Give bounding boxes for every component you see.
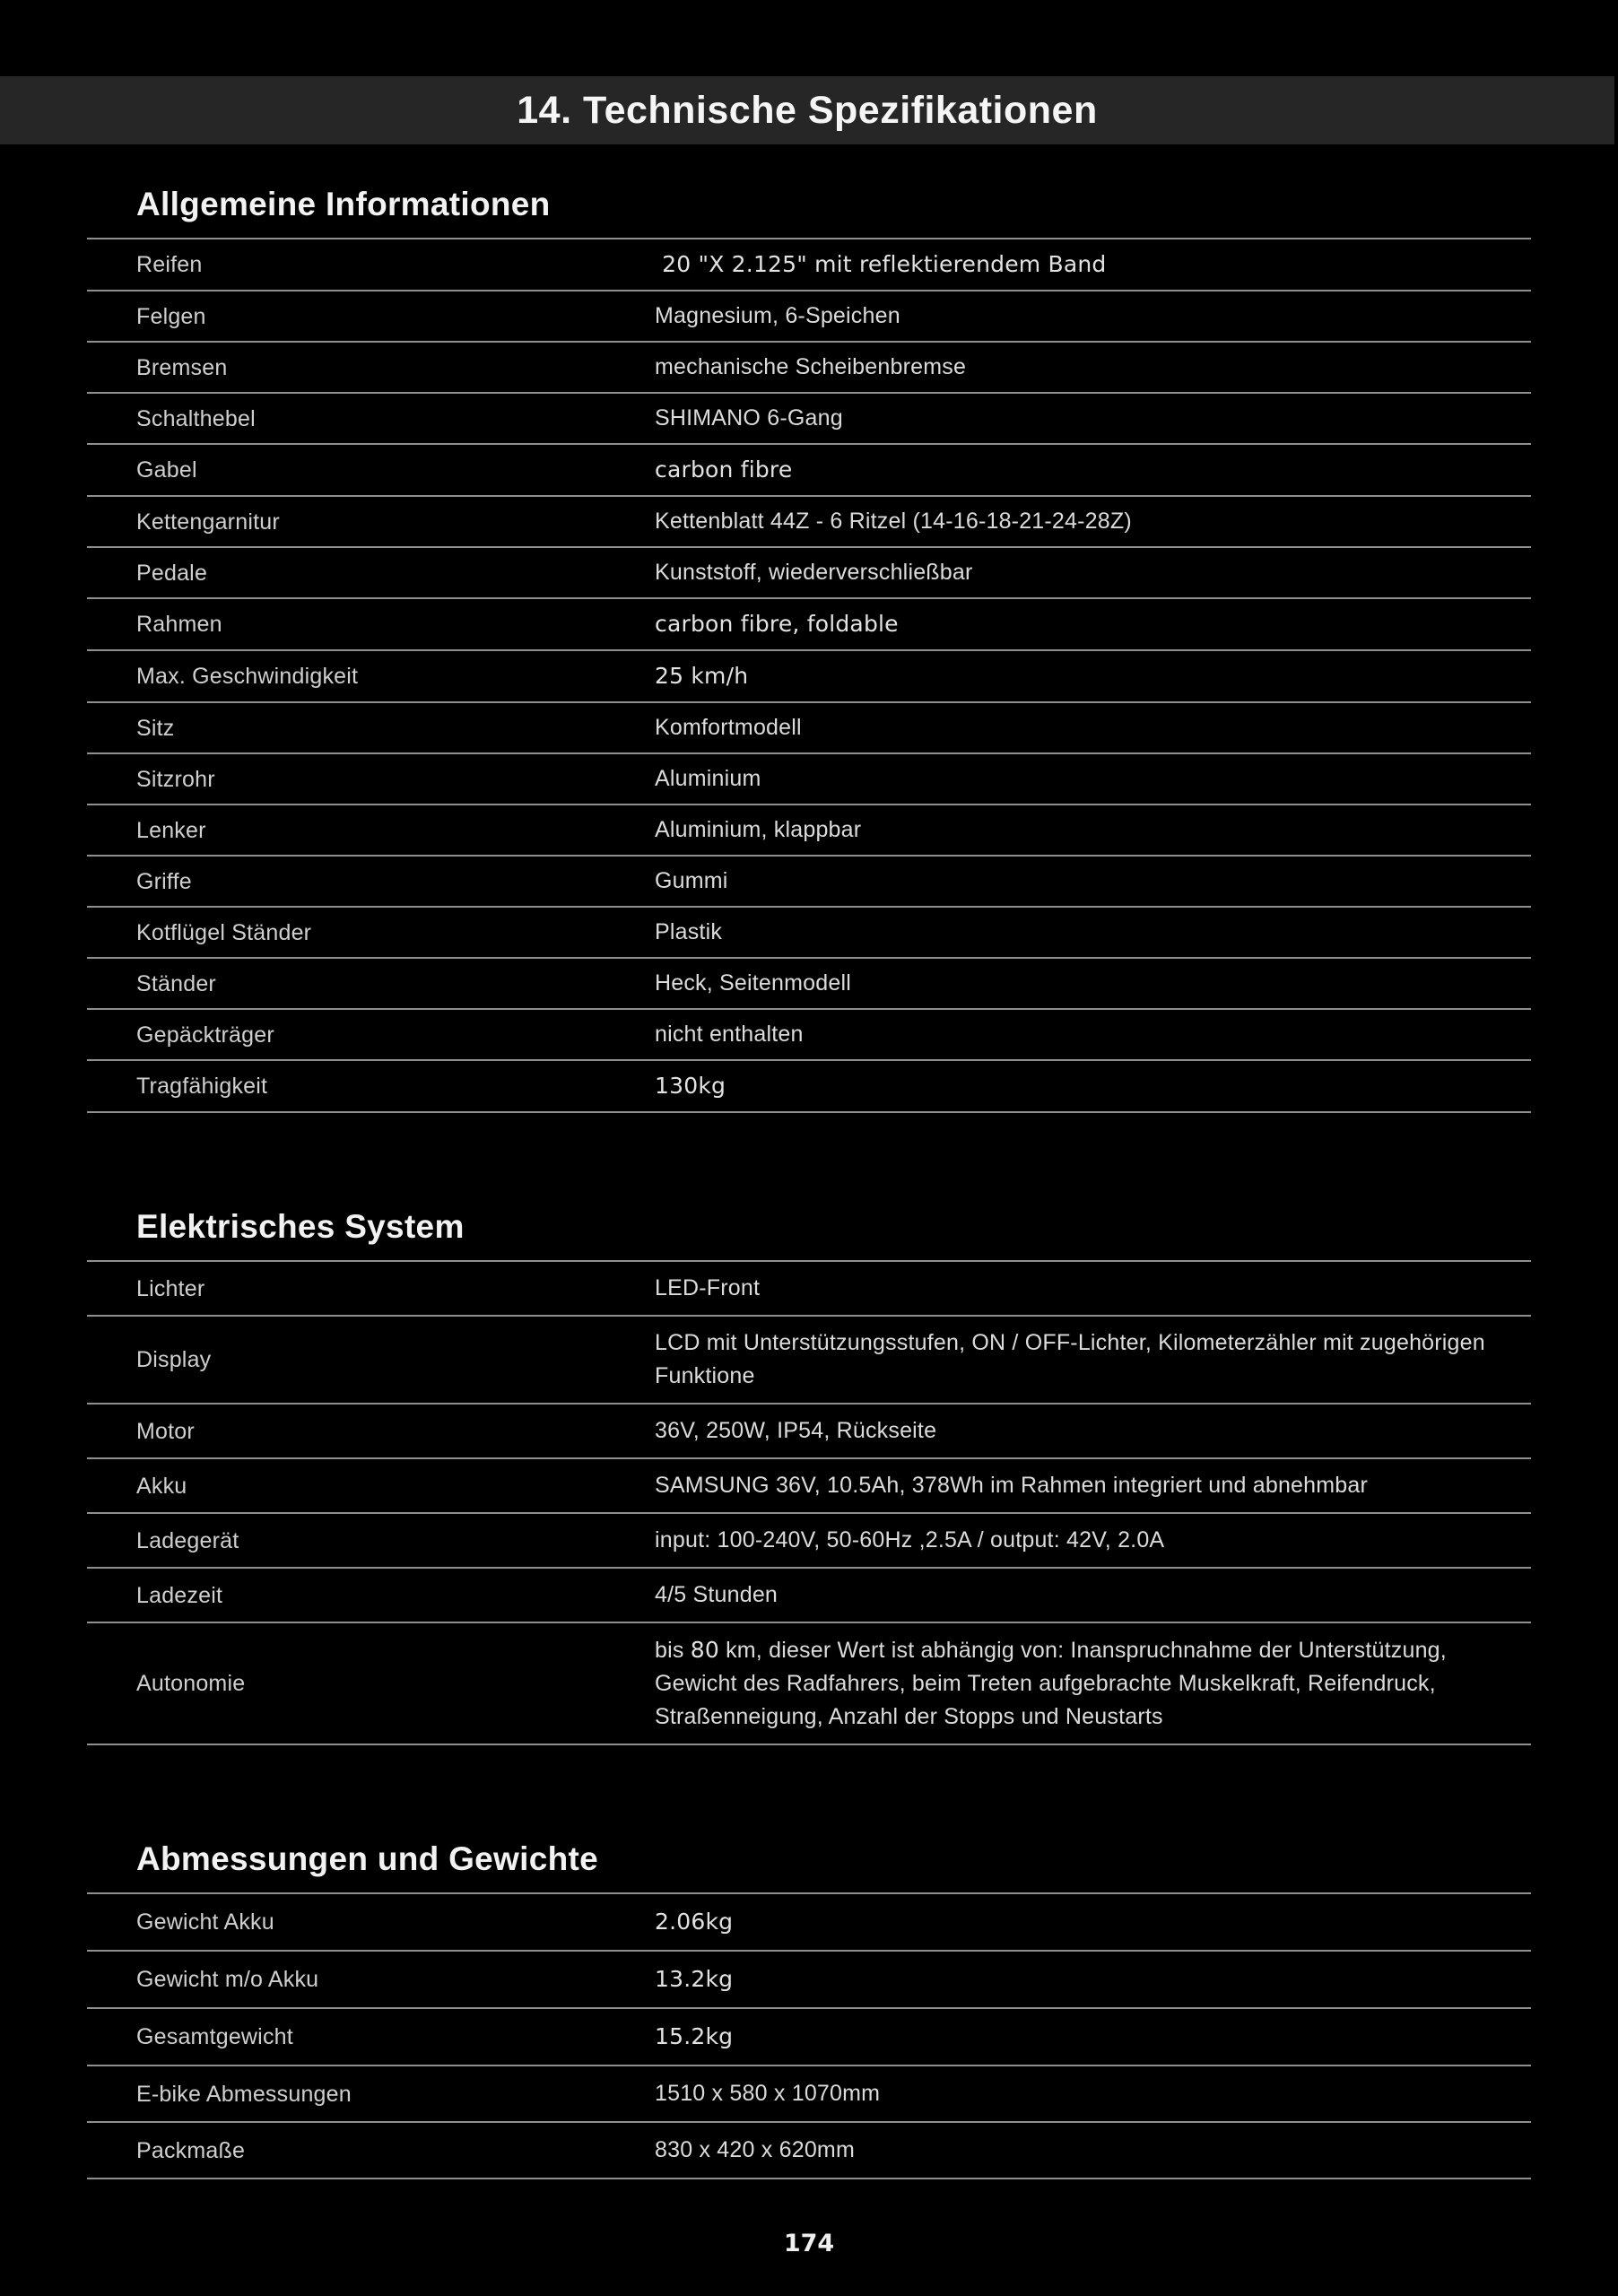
- value-text: carbon fibre, foldable: [655, 611, 899, 637]
- table-row: [87, 1061, 1531, 1113]
- row-value: [655, 967, 1531, 1000]
- row-label: Gesamtgewicht: [136, 2024, 293, 2049]
- table-row: [87, 1894, 1531, 1952]
- table-row: [87, 703, 1531, 754]
- value-text: Heck, Seitenmodell: [655, 970, 851, 996]
- row-label: Gepäckträger: [136, 1022, 274, 1048]
- table-row: [87, 1459, 1531, 1514]
- table-row: [87, 805, 1531, 857]
- value-text: Kettenblatt 44Z - 6 Ritzel (14-16-18-21-24-28Z): [655, 509, 1132, 534]
- value-text: 20 "X 2.125" mit reflektierendem Band: [655, 251, 1107, 277]
- table-row: [87, 291, 1531, 343]
- row-value: [655, 711, 1531, 744]
- value-text: SAMSUNG 36V, 10.5Ah, 378Wh im Rahmen integriert und abnehmbar: [655, 1473, 1369, 1498]
- value-text: 13.2kg: [655, 1966, 734, 1992]
- table-row: [87, 2123, 1531, 2179]
- table-row: [87, 343, 1531, 394]
- table-row: [87, 1514, 1531, 1569]
- value-text: 1510 x 580 x 1070mm: [655, 2081, 881, 2106]
- row-value: [655, 1069, 1531, 1103]
- row-label: Sitz: [136, 715, 175, 741]
- row-label: Ladegerät: [136, 1527, 239, 1553]
- row-label: Gewicht Akku: [136, 1909, 274, 1935]
- row-label: Max. Geschwindigkeit: [136, 664, 359, 689]
- row-label: Ladezeit: [136, 1582, 223, 1608]
- table-row: [87, 1623, 1531, 1745]
- spec-table: [87, 1892, 1531, 2179]
- row-label: Autonomie: [136, 1671, 246, 1696]
- row-label: Lichter: [136, 1275, 205, 1301]
- spec-section: [87, 1208, 1531, 1745]
- row-value: [655, 607, 1531, 641]
- value-text: mechanische Scheibenbremse: [655, 354, 967, 379]
- value-text: Aluminium: [655, 766, 761, 791]
- row-value: [655, 2077, 1531, 2110]
- row-label: E-bike Abmessungen: [136, 2081, 352, 2107]
- value-text: km, dieser Wert ist abhängig von: Inanspruchnahme der Unterstützung, Gewicht des Radfahrers, beim Treten aufgebrachte Muskelkraft, Reifendruck, Straßenneigung, Anzahl der Stopps und Neustarts: [655, 1638, 1454, 1729]
- page-title: 14. Technische Spezifikationen: [517, 88, 1098, 132]
- row-value: [655, 659, 1531, 693]
- row-label: Felgen: [136, 303, 206, 329]
- value-text: 830 x 420 x 620mm: [655, 2137, 855, 2162]
- row-label: Ständer: [136, 970, 216, 996]
- section-title: Abmessungen und Gewichte: [136, 1840, 598, 1877]
- row-value: [655, 916, 1531, 949]
- row-value: [655, 556, 1531, 589]
- spec-sections: [87, 186, 1531, 2179]
- row-value: [655, 1905, 1531, 1939]
- value-text: input: 100-240V, 50-60Hz ,2.5A / output: 42V, 2.0A: [655, 1527, 1165, 1552]
- value-text: LED-Front: [655, 1275, 761, 1300]
- value-text: Gummi: [655, 868, 728, 893]
- table-row: [87, 1569, 1531, 1623]
- row-label: Display: [136, 1347, 212, 1372]
- row-label: Gewicht m/o Akku: [136, 1967, 319, 1992]
- row-value: [655, 351, 1531, 384]
- page-content: [87, 144, 1531, 2257]
- value-text: Aluminium, klappbar: [655, 817, 862, 842]
- row-label: Lenker: [136, 817, 206, 843]
- row-value: [655, 300, 1531, 333]
- row-label: Motor: [136, 1418, 195, 1444]
- row-value: [655, 2134, 1531, 2167]
- row-label: Sitzrohr: [136, 766, 215, 792]
- value-text: 25 km/h: [655, 663, 749, 689]
- table-row: [87, 548, 1531, 599]
- row-value: [655, 453, 1531, 487]
- table-row: [87, 1262, 1531, 1317]
- row-label: Reifen: [136, 252, 203, 277]
- page-number: 174: [783, 2230, 835, 2257]
- row-label: Bremsen: [136, 354, 228, 380]
- table-row: [87, 1317, 1531, 1405]
- row-value: [655, 2020, 1531, 2054]
- table-row: [87, 857, 1531, 908]
- row-label: Rahmen: [136, 612, 222, 637]
- row-value: [655, 1633, 1531, 1734]
- value-text: Komfortmodell: [655, 715, 802, 740]
- value-text: LCD mit Unterstützungsstufen, ON / OFF-Lichter, Kilometerzähler mit zugehörigen Funktione: [655, 1330, 1492, 1388]
- table-row: [87, 754, 1531, 805]
- row-value: [655, 865, 1531, 898]
- row-label: Gabel: [136, 457, 197, 483]
- value-text: 4/5 Stunden: [655, 1582, 779, 1607]
- row-value: [655, 1414, 1531, 1448]
- value-text: SHIMANO 6-Gang: [655, 405, 843, 430]
- value-text: 36V, 250W, IP54, Rückseite: [655, 1418, 937, 1443]
- row-value: [655, 1272, 1531, 1305]
- table-row: [87, 394, 1531, 445]
- row-label: Griffe: [136, 868, 192, 894]
- row-value: [655, 813, 1531, 847]
- section-title: Allgemeine Informationen: [136, 186, 551, 222]
- value-text: Kunststoff, wiederverschließbar: [655, 560, 973, 585]
- value-text: 80: [690, 1637, 719, 1663]
- value-text: Plastik: [655, 919, 723, 944]
- table-row: [87, 445, 1531, 497]
- section-title: Elektrisches System: [136, 1208, 465, 1245]
- value-text: bis: [655, 1638, 691, 1663]
- value-text: nicht enthalten: [655, 1022, 804, 1047]
- row-value: [655, 1962, 1531, 1996]
- row-value: [655, 762, 1531, 796]
- table-row: [87, 1405, 1531, 1459]
- row-value: [655, 248, 1531, 282]
- table-row: [87, 908, 1531, 959]
- row-value: [655, 1326, 1531, 1393]
- row-label: Pedale: [136, 560, 208, 586]
- row-label: Tragfähigkeit: [136, 1074, 268, 1099]
- page-title-band: [0, 76, 1614, 144]
- table-row: [87, 497, 1531, 548]
- value-text: 15.2kg: [655, 2023, 734, 2049]
- table-row: [87, 2066, 1531, 2123]
- table-row: [87, 1952, 1531, 2009]
- table-row: [87, 959, 1531, 1010]
- row-label: Kotflügel Ständer: [136, 919, 312, 945]
- table-row: [87, 239, 1531, 291]
- spec-section: [87, 186, 1531, 1113]
- row-label: Packmaße: [136, 2137, 246, 2163]
- row-value: [655, 1469, 1531, 1502]
- table-row: [87, 1010, 1531, 1061]
- row-label: Akku: [136, 1473, 187, 1499]
- row-value: [655, 402, 1531, 435]
- row-value: [655, 505, 1531, 538]
- value-text: 130kg: [655, 1073, 726, 1099]
- spec-section: [87, 1840, 1531, 2179]
- row-value: [655, 1578, 1531, 1612]
- row-value: [655, 1018, 1531, 1051]
- row-value: [655, 1524, 1531, 1557]
- spec-table: [87, 1260, 1531, 1745]
- value-text: carbon fibre: [655, 457, 793, 483]
- row-label: Schalthebel: [136, 405, 256, 431]
- value-text: 2.06kg: [655, 1909, 734, 1935]
- table-row: [87, 599, 1531, 651]
- value-text: Magnesium, 6-Speichen: [655, 303, 900, 328]
- spec-table: [87, 238, 1531, 1113]
- row-label: Kettengarnitur: [136, 509, 280, 535]
- table-row: [87, 2009, 1531, 2066]
- table-row: [87, 651, 1531, 703]
